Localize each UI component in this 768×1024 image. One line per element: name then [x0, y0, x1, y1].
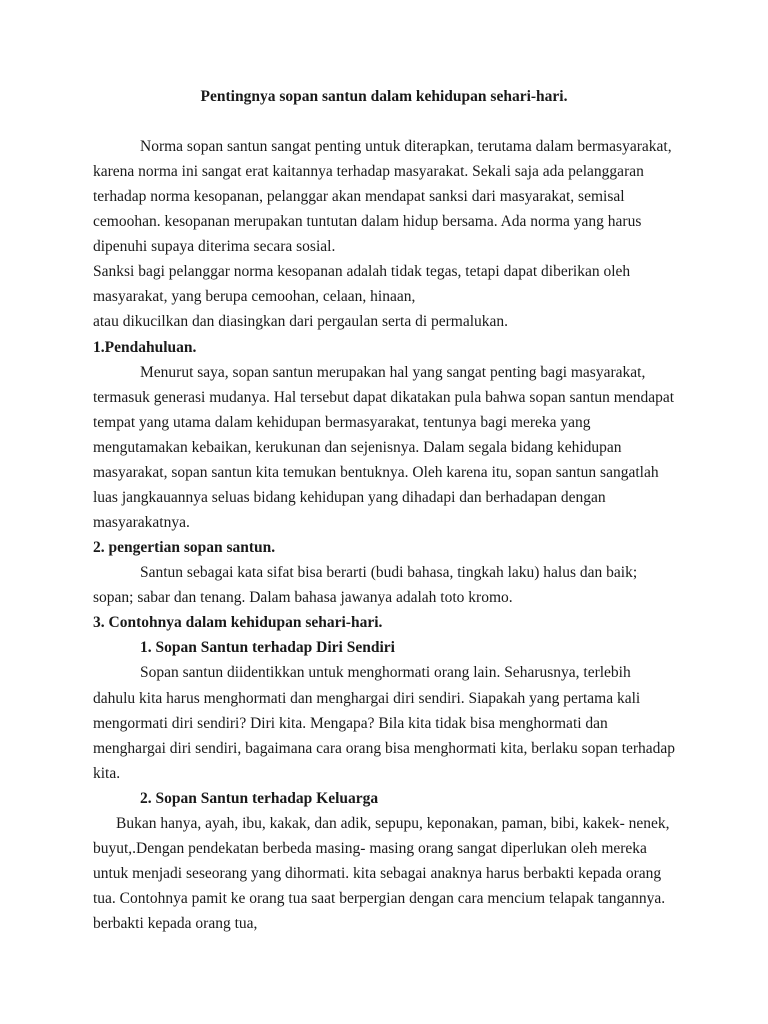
text-line: Sanksi bagi pelanggar norma kesopanan adalah tidak tegas, tetapi dapat diberikan oleh: [93, 263, 631, 281]
text-line: Sopan santun diidentikkan untuk menghormati orang lain. Seharusnya, terlebih: [140, 664, 631, 682]
document-title: Pentingnya sopan santun dalam kehidupan sehari-hari.: [200, 88, 568, 105]
text-line: dipenuhi supaya diterima secara sosial.: [93, 238, 336, 256]
text-line: cemoohan. kesopanan merupakan tuntutan dalam hidup bersama. Ada norma yang harus: [93, 213, 642, 231]
text-line: karena norma ini sangat erat kaitannya terhadap masyarakat. Sekali saja ada pelanggaran: [93, 163, 644, 181]
text-line: kita.: [93, 764, 121, 782]
section-heading: 2. pengertian sopan santun.: [93, 539, 276, 557]
text-line: mengormati diri sendiri? Diri kita. Mengapa? Bila kita tidak bisa menghormati dan: [93, 714, 608, 732]
text-line: tempat yang utama dalam kehidupan bermasyarakat, tentunya bagi mereka yang: [93, 413, 591, 431]
text-line: Santun sebagai kata sifat bisa berarti (budi bahasa, tingkah laku) halus dan baik;: [140, 564, 638, 582]
section-heading: 1.Pendahuluan.: [93, 338, 197, 356]
text-line: untuk menjadi seseorang yang dihormati. kita sebagai anaknya harus berbakti kepada orang: [93, 865, 662, 883]
text-line: menghargai diri sendiri, bagaimana cara orang bisa menghormati kita, berlaku sopan terhadap: [93, 739, 676, 757]
text-line: luas jangkauannya seluas bidang kehidupan yang dihadapi dan berhadapan dengan: [93, 488, 606, 506]
text-line: Norma sopan santun sangat penting untuk diterapkan, terutama dalam bermasyarakat,: [140, 138, 672, 155]
text-line: masyarakat, yang berupa cemoohan, celaan, hinaan,: [93, 288, 416, 306]
text-line: termasuk generasi mudanya. Hal tersebut dapat dikatakan pula bahwa sopan santun mendapat: [93, 388, 675, 406]
section-heading: 1. Sopan Santun terhadap Diri Sendiri: [140, 639, 395, 657]
text-line: berbakti kepada orang tua,: [93, 915, 258, 933]
text-line: terhadap norma kesopanan, pelanggar akan mendapat sanksi dari masyarakat, semisal: [93, 188, 625, 206]
text-line: dahulu kita harus menghormati dan menghargai diri sendiri. Siapakah yang pertama kali: [93, 689, 641, 707]
text-line: masyarakatnya.: [93, 514, 190, 532]
text-line: Bukan hanya, ayah, ibu, kakak, dan adik, sepupu, keponakan, paman, bibi, kakek- nenek,: [116, 814, 670, 832]
text-line: sopan; sabar dan tenang. Dalam bahasa jawanya adalah toto kromo.: [93, 589, 513, 607]
text-line: buyut,.Dengan pendekatan berbeda masing- masing orang sangat diperlukan oleh mereka: [93, 839, 647, 857]
text-line: atau dikucilkan dan diasingkan dari pergaulan serta di permalukan.: [93, 313, 509, 331]
text-line: masyarakat, sopan santun kita temukan bentuknya. Oleh karena itu, sopan santun sangatlah: [93, 463, 659, 481]
text-line: mengutamakan kebaikan, kerukunan dan sejenisnya. Dalam segala bidang kehidupan: [93, 438, 622, 456]
text-line: Menurut saya, sopan santun merupakan hal yang sangat penting bagi masyarakat,: [140, 363, 646, 381]
section-heading: 3. Contohnya dalam kehidupan sehari-hari.: [93, 614, 383, 632]
text-line: tua. Contohnya pamit ke orang tua saat berpergian dengan cara mencium telapak tangannya.: [93, 890, 666, 908]
section-heading: 2. Sopan Santun terhadap Keluarga: [140, 789, 379, 807]
